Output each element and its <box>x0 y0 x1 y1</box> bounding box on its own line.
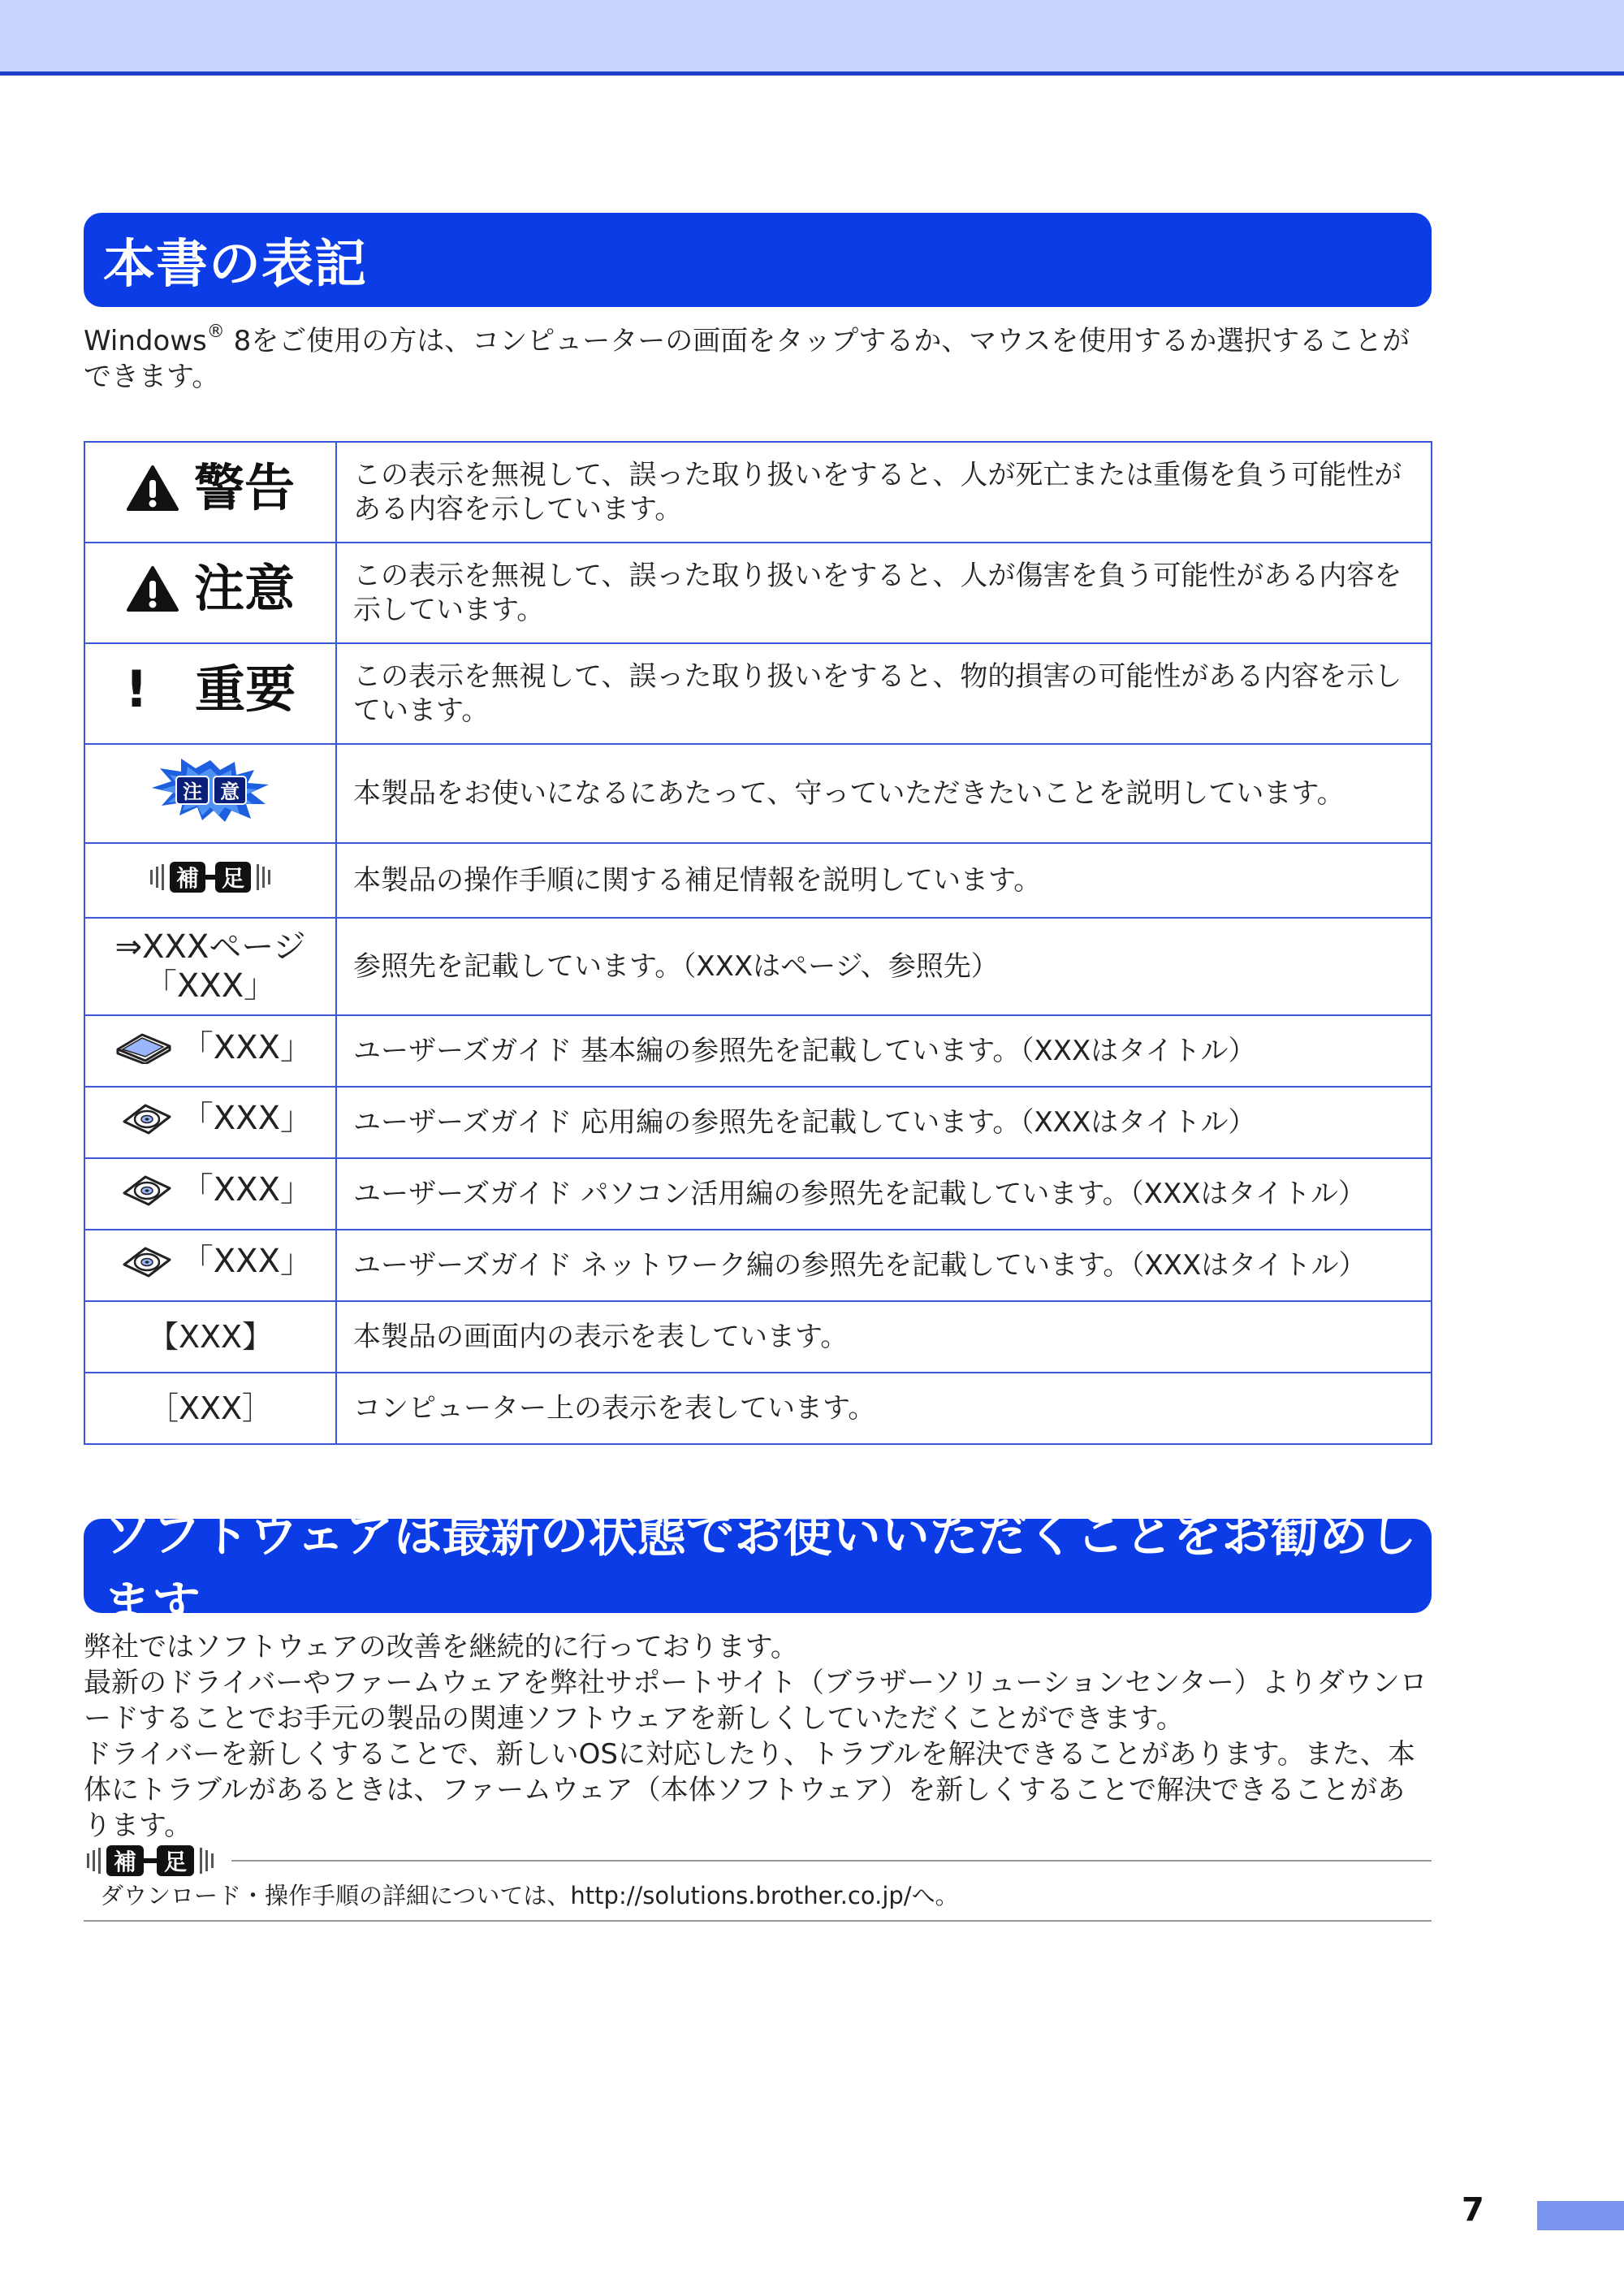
description-cell: この表示を無視して、誤った取り扱いをすると、人が傷害を負う可能性がある内容を示しています。 <box>336 543 1432 643</box>
cd-rom-icon <box>121 1243 173 1279</box>
network-guide-ref: 「XXX」 <box>180 1243 313 1280</box>
registered-mark: ® <box>206 322 225 342</box>
page-ref-label: ⇒XXXページ <box>114 928 306 966</box>
description-cell: この表示を無視して、誤った取り扱いをすると、人が死亡または重傷を負う可能性がある内容を示しています。 <box>336 442 1432 543</box>
symbol-cell <box>84 1230 336 1301</box>
description-cell: ユーザーズガイド 応用編の参照先を記載しています。（XXXはタイトル） <box>336 1087 1432 1158</box>
description-cell: ユーザーズガイド 基本編の参照先を記載しています。（XXXはタイトル） <box>336 1015 1432 1087</box>
description-cell: 参照先を記載しています。（XXXはページ、参照先） <box>336 918 1432 1015</box>
table-row <box>84 1087 1432 1158</box>
advanced-guide-ref: 「XXX」 <box>180 1100 313 1137</box>
hosoku-divider <box>231 1860 1432 1862</box>
description-cell: この表示を無視して、誤った取り扱いをすると、物的損害の可能性がある内容を示しています。 <box>336 643 1432 744</box>
section-title-software: ソフトウェアは最新の状態でお使いいただくことをお勧めします <box>84 1519 1432 1613</box>
svg-text:注: 注 <box>183 781 202 803</box>
intro-prefix: Windows <box>84 325 207 357</box>
table-row <box>84 918 1432 1015</box>
hosoku-note <box>84 1839 1432 1922</box>
software-paragraph-3: ドライバーを新しくすることで、新しいOSに対応したり、トラブルを解決できることがあります。また、本体にトラブルがあるときは、ファームウェア（本体ソフトウェア）を新しくすることで解決できることがあります。 <box>84 1738 1415 1842</box>
page-ref-title: 「XXX」 <box>144 967 277 1005</box>
svg-text:足: 足 <box>163 1849 188 1875</box>
caution-label: 注意 <box>193 559 295 618</box>
symbol-cell: 【XXX】 <box>84 1301 336 1373</box>
intro-text: 8をご使用の方は、コンピューターの画面をタップするか、マウスを使用するか選択することができます。 <box>84 325 1410 393</box>
svg-text:意: 意 <box>220 781 240 803</box>
notation-table <box>84 441 1432 1445</box>
table-row <box>84 1230 1432 1301</box>
symbol-cell <box>84 843 336 918</box>
section-title-notation: 本書の表記 <box>84 213 1432 307</box>
cd-rom-icon <box>121 1101 173 1136</box>
page-number: 7 <box>1462 2191 1484 2229</box>
description-cell: 本製品の画面内の表示を表しています。 <box>336 1301 1432 1373</box>
cd-rom-icon <box>121 1172 173 1208</box>
important-label: 重要 <box>195 659 296 719</box>
symbol-cell <box>84 744 336 843</box>
hosoku-badge-icon <box>84 1842 223 1879</box>
table-row <box>84 1015 1432 1087</box>
symbol-cell <box>84 543 336 643</box>
table-row <box>84 643 1432 744</box>
table-row <box>84 1301 1432 1373</box>
description-cell: コンピューター上の表示を表しています。 <box>336 1373 1432 1444</box>
table-row <box>84 843 1432 918</box>
basic-guide-ref: 「XXX」 <box>180 1028 313 1066</box>
symbol-cell <box>84 1087 336 1158</box>
symbol-cell <box>84 918 336 1015</box>
exclamation-icon: ! <box>124 659 149 719</box>
intro-paragraph <box>84 323 1432 395</box>
book-icon <box>114 1031 173 1064</box>
description-cell: ユーザーズガイド ネットワーク編の参照先を記載しています。（XXXはタイトル） <box>336 1230 1432 1301</box>
symbol-cell <box>84 643 336 744</box>
symbol-cell <box>84 442 336 543</box>
svg-text:補: 補 <box>175 865 200 892</box>
symbol-cell <box>84 1158 336 1230</box>
description-cell: 本製品をお使いになるにあたって、守っていただきたいことを説明しています。 <box>336 744 1432 843</box>
pc-guide-ref: 「XXX」 <box>180 1171 313 1209</box>
table-row <box>84 744 1432 843</box>
software-paragraph-2: 最新のドライバーやファームウェアを弊社サポートサイト（ブラザーソリューションセンター）よりダウンロードすることでお手元の製品の関連ソフトウェアを新しくしていただくことができます。 <box>84 1667 1427 1735</box>
warning-icon <box>126 465 179 512</box>
software-paragraph-1: 弊社ではソフトウェアの改善を継続的に行っております。 <box>84 1631 798 1663</box>
hosoku-badge-icon <box>145 857 275 896</box>
hosoku-text: ダウンロード・操作手順の詳細については、http://solutions.brother.co.jp/へ。 <box>100 1882 959 1909</box>
description-cell: ユーザーズガイド パソコン活用編の参照先を記載しています。（XXXはタイトル） <box>336 1158 1432 1230</box>
table-row <box>84 543 1432 643</box>
symbol-cell <box>84 1015 336 1087</box>
page-tab <box>1537 2201 1624 2230</box>
chui-badge-icon <box>145 757 275 822</box>
top-band <box>0 0 1624 76</box>
table-row <box>84 1158 1432 1230</box>
svg-text:足: 足 <box>221 865 245 892</box>
table-row <box>84 442 1432 543</box>
caution-icon <box>126 565 179 612</box>
software-body <box>84 1629 1432 1844</box>
symbol-cell: ［XXX］ <box>84 1373 336 1444</box>
description-cell: 本製品の操作手順に関する補足情報を説明しています。 <box>336 843 1432 918</box>
table-row <box>84 1373 1432 1444</box>
warning-label: 警告 <box>193 458 295 517</box>
svg-text:補: 補 <box>113 1849 137 1875</box>
